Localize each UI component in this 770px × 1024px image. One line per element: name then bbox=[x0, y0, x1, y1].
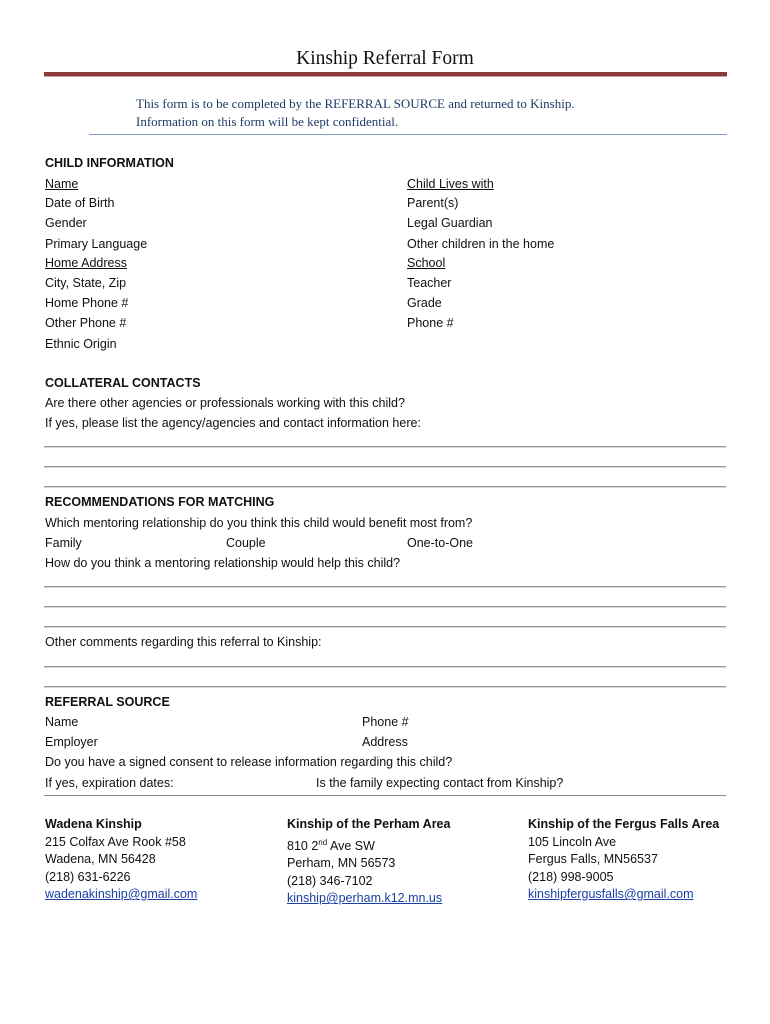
office-address-1: 105 Lincoln Ave bbox=[528, 834, 617, 849]
office-perham bbox=[287, 816, 450, 908]
office-email-link[interactable]: wadenakinship@gmail.com bbox=[45, 887, 198, 901]
footer-rule bbox=[44, 795, 726, 796]
office-wadena bbox=[45, 816, 197, 904]
option-one-to-one: One-to-One bbox=[407, 536, 474, 550]
office-fergus-falls bbox=[528, 816, 719, 904]
comments-label: Other comments regarding this referral to Kinship: bbox=[45, 635, 322, 649]
option-family: Family bbox=[45, 536, 82, 550]
office-email-link[interactable]: kinship@perham.k12.mn.us bbox=[287, 891, 443, 906]
legal-guardian-label: Legal Guardian bbox=[407, 216, 493, 230]
ordinal-suffix: nd bbox=[318, 837, 328, 847]
collateral-question-1: Are there other agencies or professionals working with this child? bbox=[45, 396, 405, 410]
matching-answer-line-1[interactable] bbox=[44, 586, 726, 588]
collateral-question-2: If yes, please list the agency/agencies and contact information here: bbox=[45, 416, 421, 430]
child-lives-with-label: Child Lives with bbox=[407, 177, 494, 191]
child-home-address-label: Home Address bbox=[45, 256, 127, 270]
referral-address-label: Address bbox=[362, 735, 408, 749]
comments-answer-line-1[interactable] bbox=[44, 666, 726, 668]
school-label: School bbox=[407, 256, 446, 270]
child-info-heading: CHILD INFORMATION bbox=[45, 156, 174, 170]
referral-heading: REFERRAL SOURCE bbox=[45, 695, 170, 709]
office-name: Wadena Kinship bbox=[45, 817, 142, 831]
collateral-answer-line-3[interactable] bbox=[44, 486, 726, 488]
office-address-2: Perham, MN 56573 bbox=[287, 856, 396, 871]
other-children-label: Other children in the home bbox=[407, 237, 555, 251]
child-gender-label: Gender bbox=[45, 216, 87, 230]
referral-employer-label: Employer bbox=[45, 735, 98, 749]
matching-question-1: Which mentoring relationship do you think this child would benefit most from? bbox=[45, 516, 473, 530]
matching-answer-line-3[interactable] bbox=[44, 626, 726, 628]
child-dob-label: Date of Birth bbox=[45, 196, 115, 210]
office-phone: (218) 346-7102 bbox=[287, 873, 373, 888]
matching-heading: RECOMMENDATIONS FOR MATCHING bbox=[45, 495, 275, 509]
comments-answer-line-2[interactable] bbox=[44, 686, 726, 688]
child-other-phone-label: Other Phone # bbox=[45, 316, 127, 330]
title-rule bbox=[44, 72, 727, 77]
child-city-state-zip-label: City, State, Zip bbox=[45, 276, 127, 290]
office-phone: (218) 631-6226 bbox=[45, 869, 131, 884]
child-name-label: Name bbox=[45, 177, 79, 191]
referral-phone-label: Phone # bbox=[362, 715, 409, 729]
child-ethnic-origin-label: Ethnic Origin bbox=[45, 337, 117, 351]
office-address-2: Wadena, MN 56428 bbox=[45, 852, 156, 866]
expecting-contact-question: Is the family expecting contact from Kinship? bbox=[316, 776, 564, 790]
intro-rule bbox=[89, 134, 727, 135]
option-couple: Couple bbox=[226, 536, 266, 550]
office-phone: (218) 998-9005 bbox=[528, 869, 614, 884]
expiration-label: If yes, expiration dates: bbox=[45, 776, 174, 790]
collateral-heading: COLLATERAL CONTACTS bbox=[45, 376, 201, 390]
collateral-answer-line-1[interactable] bbox=[44, 446, 726, 448]
office-address-1: 215 Colfax Ave Rook #58 bbox=[45, 834, 186, 849]
school-phone-label: Phone # bbox=[407, 316, 454, 330]
office-address-2: Fergus Falls, MN56537 bbox=[528, 852, 658, 866]
referral-name-label: Name bbox=[45, 715, 79, 729]
matching-question-2: How do you think a mentoring relationship would help this child? bbox=[45, 556, 401, 570]
collateral-answer-line-2[interactable] bbox=[44, 466, 726, 468]
office-email-link[interactable]: kinshipfergusfalls@gmail.com bbox=[528, 887, 694, 901]
office-address-1 bbox=[287, 834, 450, 856]
intro-line-1: This form is to be completed by the REFERRAL SOURCE and returned to Kinship. bbox=[136, 96, 575, 111]
intro-line-2: Information on this form will be kept confidential. bbox=[136, 114, 399, 129]
office-name: Kinship of the Perham Area bbox=[287, 817, 451, 831]
form-title: Kinship Referral Form bbox=[296, 48, 474, 69]
parents-label: Parent(s) bbox=[407, 196, 459, 210]
matching-answer-line-2[interactable] bbox=[44, 606, 726, 608]
address-street: Ave SW bbox=[327, 838, 375, 853]
child-home-phone-label: Home Phone # bbox=[45, 296, 129, 310]
child-language-label: Primary Language bbox=[45, 237, 148, 251]
consent-question: Do you have a signed consent to release information regarding this child? bbox=[45, 755, 453, 769]
grade-label: Grade bbox=[407, 296, 442, 310]
office-name: Kinship of the Fergus Falls Area bbox=[528, 817, 720, 831]
address-number: 810 2 bbox=[287, 838, 319, 853]
teacher-label: Teacher bbox=[407, 276, 452, 290]
